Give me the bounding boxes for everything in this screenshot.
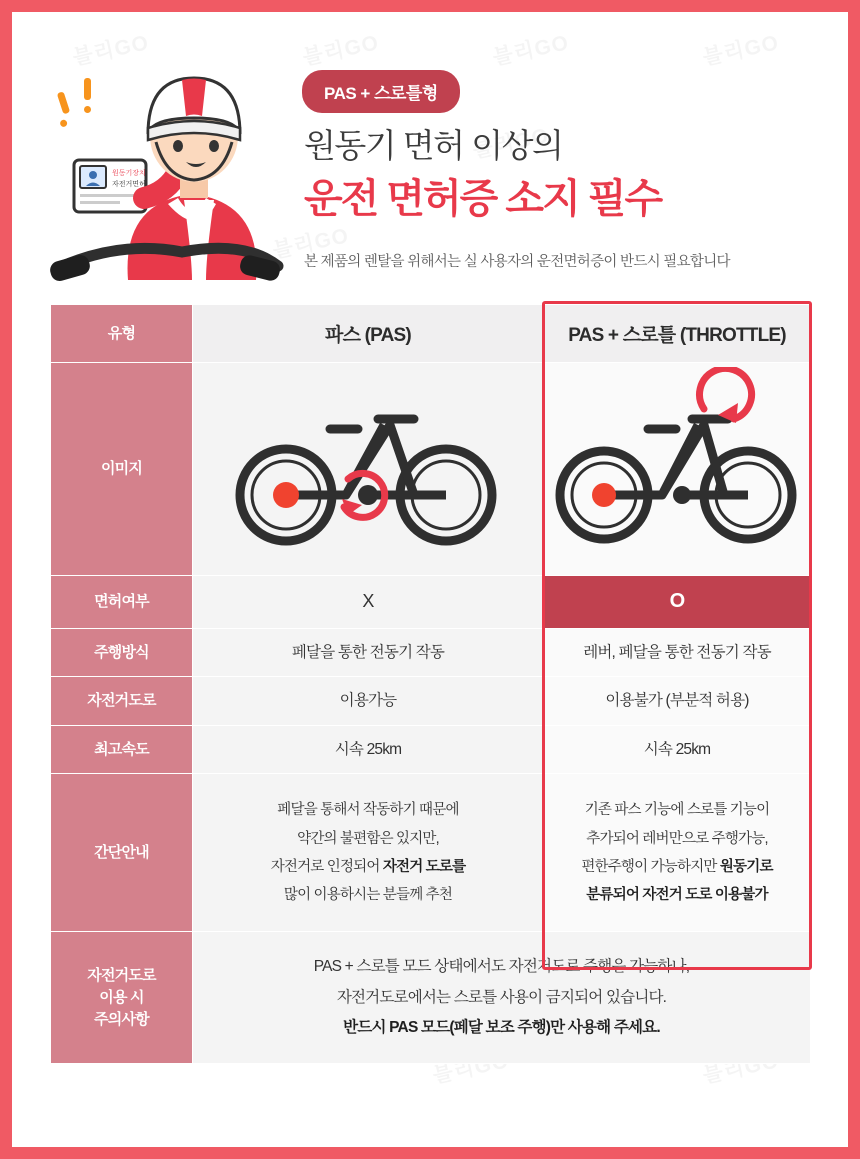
poster-page [12,12,848,1147]
row-label-bike-lane: 자전거도로 [51,677,193,726]
max-speed-throttle: 시속 25km [544,725,811,774]
title-line-2: 운전 면허증 소지 필수 [304,177,662,221]
license-value-pas: X [193,576,544,629]
col-header-pas: 파스 (PAS) [193,305,544,363]
bike-lane-throttle: 이용불가 (부분적 허용) [544,677,811,726]
table-row-bike-lane [51,677,811,726]
badge-pas-throttle: PAS + 스로틀형 [302,70,460,113]
table-row-drive-mode [51,628,811,677]
title-line-1: 원동기 면허 이상의 [304,127,563,164]
row-label-license: 면허여부 [51,576,193,629]
table-row-summary [51,774,811,932]
svg-text:자전거면허: 자전거면허 [112,181,146,188]
row-label-summary: 간단안내 [51,774,193,932]
comparison-table [50,304,811,1064]
table-row-caution [51,932,811,1064]
summary-throttle: 기존 파스 기능에 스로틀 기능이 추가되어 레버만으로 주행가능, 편한주행이 가능하지만 원동기로 분류되어 자전거 도로 이용불가 [544,774,811,932]
row-label-drive-mode: 주행방식 [51,628,193,677]
header [12,12,848,292]
max-speed-pas: 시속 25km [193,725,544,774]
license-value-throttle: O [544,576,811,629]
bicycle-pas-icon [193,363,544,576]
svg-text:원동기장치: 원동기장치 [112,170,146,177]
drive-mode-pas: 페달을 통한 전동기 작동 [193,628,544,677]
rider-illustration [32,30,292,295]
col-header-type: 유형 [51,305,193,363]
table-row-max-speed [51,725,811,774]
row-label-caution: 자전거도로 이용 시 주의사항 [51,932,193,1064]
row-label-max-speed: 최고속도 [51,725,193,774]
bike-lane-pas: 이용가능 [193,677,544,726]
table-row-license [51,576,811,629]
table-header-row [51,305,811,363]
bicycle-throttle-icon [544,363,811,576]
caution-text: PAS + 스로틀 모드 상태에서도 자전거도로 주행은 가능하나, 자전거도로에서는 스로틀 사용이 금지되어 있습니다. 반드시 PAS 모드(페달 보조 주행)만 사용해 주세요. [193,932,811,1064]
drive-mode-throttle: 레버, 페달을 통한 전동기 작동 [544,628,811,677]
table-row-image [51,363,811,576]
row-label-image: 이미지 [51,363,193,576]
col-header-throttle: PAS + 스로틀 (THROTTLE) [544,305,811,363]
header-subtitle: 본 제품의 렌탈을 위해서는 실 사용자의 운전면허증이 반드시 필요합니다 [304,254,730,270]
summary-pas: 페달을 통해서 작동하기 때문에 약간의 불편함은 있지만, 자전거로 인정되어 자전거 도로를 많이 이용하시는 분들께 추천 [193,774,544,932]
